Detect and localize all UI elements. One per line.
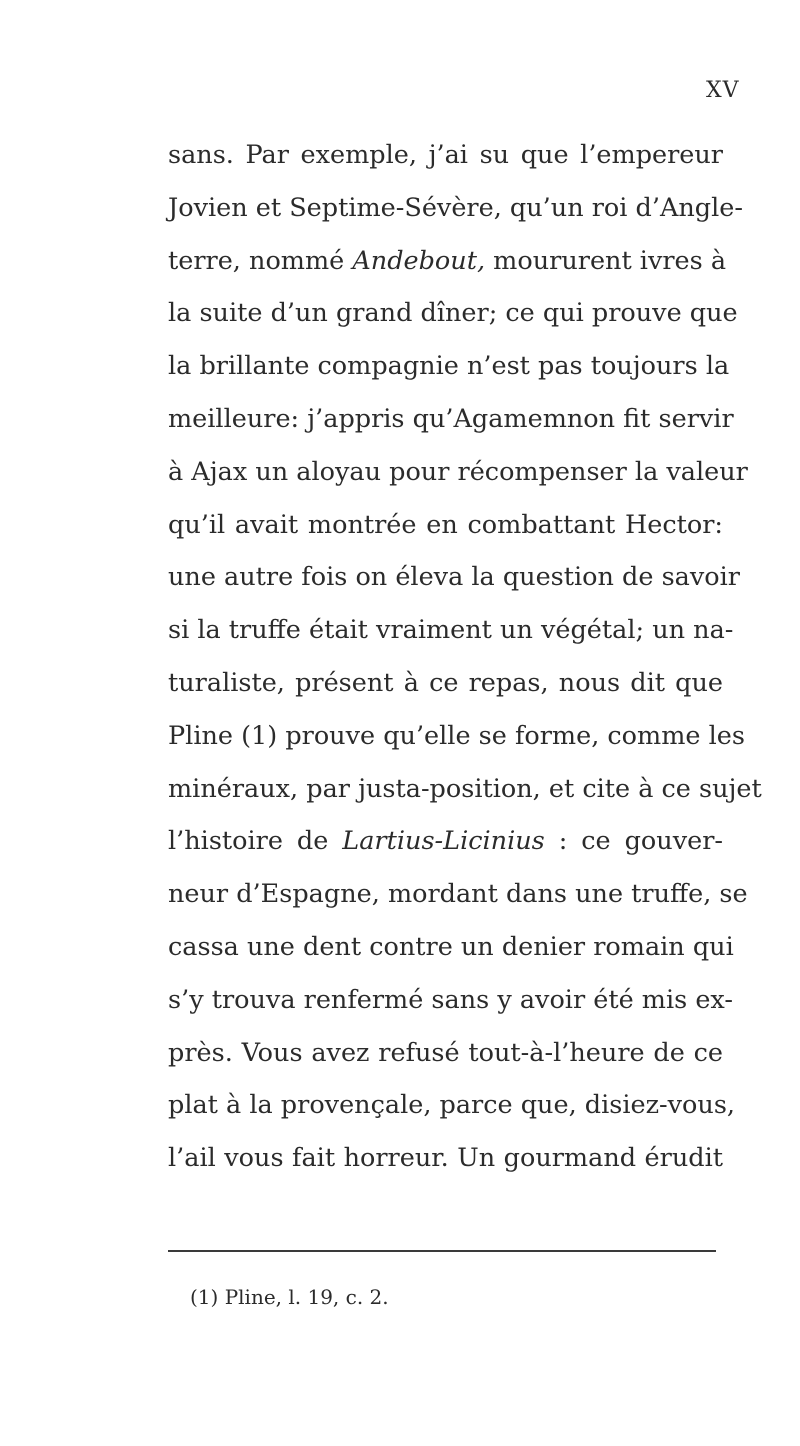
text-segment: terre, nommé bbox=[168, 245, 353, 276]
text-line: Jovien et Septime-Sévère, qu’un roi d’Angle- bbox=[168, 192, 743, 223]
text-line: minéraux, par justa-position, et cite à ce sujet bbox=[168, 773, 762, 804]
text-line: l’ail vous fait horreur. Un gourmand érudit bbox=[168, 1143, 723, 1174]
text-line: meilleure: j’appris qu’Agamemnon fit servir bbox=[168, 403, 734, 434]
page-number: XV bbox=[706, 78, 740, 103]
body-text bbox=[168, 129, 762, 1185]
text-line: à Ajax un aloyau pour récompenser la valeur bbox=[168, 456, 748, 487]
text-line: la brillante compagnie n’est pas toujours la bbox=[168, 351, 730, 382]
text-line: sans. Par exemple, j’ai su que l’empereur bbox=[168, 140, 723, 170]
text-line: cassa une dent contre un denier romain qui bbox=[168, 931, 734, 962]
text-line bbox=[168, 235, 727, 288]
text-line: neur d’Espagne, mordant dans une truffe, se bbox=[168, 879, 748, 910]
italic-name: Lartius-Licinius bbox=[342, 826, 545, 857]
text-line: si la truffe était vraiment un végétal; un na- bbox=[168, 615, 734, 646]
footnote: (1) Pline, l. 19, c. 2. bbox=[190, 1285, 389, 1309]
text-line: près. Vous avez refusé tout-à-l’heure de ce bbox=[168, 1037, 723, 1068]
text-line: qu’il avait montrée en combattant Hector: bbox=[168, 509, 723, 540]
text-segment: : ce gouver- bbox=[544, 826, 723, 857]
footnote-rule bbox=[168, 1250, 716, 1252]
text-line: une autre fois on éleva la question de savoir bbox=[168, 562, 740, 593]
text-line: turaliste, présent à ce repas, nous dit que bbox=[168, 667, 723, 698]
text-line: plat à la provençale, parce que, disiez-vous, bbox=[168, 1090, 736, 1121]
text-line: la suite d’un grand dîner; ce qui prouve que bbox=[168, 298, 738, 329]
text-line: Pline (1) prouve qu’elle se forme, comme les bbox=[168, 720, 745, 751]
text-line bbox=[168, 815, 723, 868]
italic-name: Andebout, bbox=[352, 245, 486, 276]
text-line: s’y trouva renfermé sans y avoir été mis ex- bbox=[168, 984, 733, 1015]
text-segment: l’histoire de bbox=[168, 826, 343, 857]
text-segment: moururent ivres à bbox=[485, 245, 727, 276]
